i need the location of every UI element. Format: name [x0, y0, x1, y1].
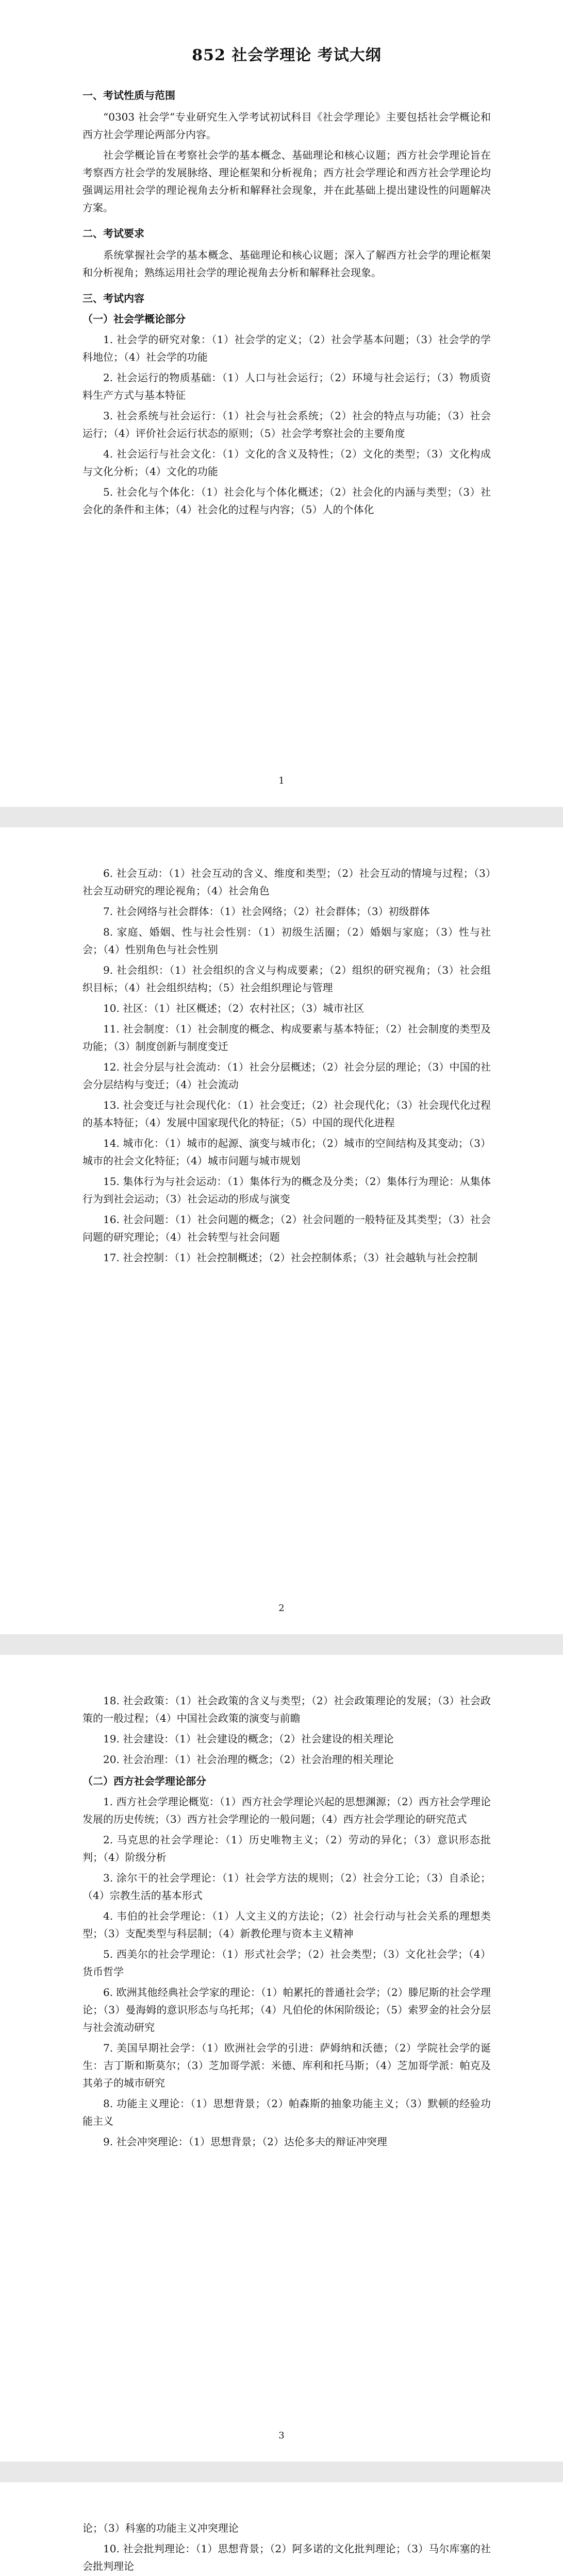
- paragraph: 18. 社会政策：（1）社会政策的含义与类型；（2）社会政策理论的发展；（3）社会政策的一般过程；（4）中国社会政策的演变与前瞻: [82, 1694, 491, 1724]
- page-1-content: [82, 88, 491, 518]
- paragraph: 11. 社会制度：（1）社会制度的概念、构成要素与基本特征；（2）社会制度的类型及功能；（3）制度创新与制度变迁: [82, 1023, 491, 1053]
- page-3: [0, 1655, 563, 2462]
- paragraph: 系统掌握社会学的基本概念、基础理论和核心议题；深入了解西方社会学的理论框架和分析视角；熟练运用社会学的理论视角去分析和解释社会现象。: [82, 249, 491, 279]
- paragraph: 9. 社会组织：（1）社会组织的含义与构成要素；（2）组织的研究视角；（3）社会组织目标；（4）社会组织结构；（5）社会组织理论与管理: [82, 964, 491, 994]
- paragraph: 7. 社会网络与社会群体：（1）社会网络；（2）社会群体；（3）初级群体: [103, 905, 430, 918]
- paragraph: 6. 欧洲其他经典社会学家的理论：（1）帕累托的普通社会学；（2）滕尼斯的社会学理论；（3）曼海姆的意识形态与乌托邦；（4）凡伯伦的休闲阶级论；（5）索罗金的社会分层与社会流动研究: [82, 1986, 491, 2033]
- paragraph: 8. 家庭、婚姻、性与社会性别：（1）初级生活圈；（2）婚姻与家庭；（3）性与社会；（4）性别角色与社会性别: [82, 926, 491, 956]
- page-4: [0, 2482, 563, 2576]
- paragraph: 9. 社会冲突理论：（1）思想背景；（2）达伦多夫的辩证冲突理: [103, 2136, 387, 2148]
- paragraph: 2. 社会运行的物质基础：（1）人口与社会运行；（2）环境与社会运行；（3）物质资料生产方式与基本特征: [82, 371, 491, 401]
- paragraph: 14. 城市化：（1）城市的起源、演变与城市化；（2）城市的空间结构及其变动；（3）城市的社会文化特征；（4）城市问题与城市规划: [82, 1137, 491, 1167]
- paragraph: 5. 社会化与个体化：（1）社会化与个体化概述；（2）社会化的内涵与类型；（3）社会化的条件和主体；（4）社会化的过程与内容；（5）人的个体化: [82, 486, 491, 516]
- paragraph: 4. 社会运行与社会文化：（1）文化的含义及特性；（2）文化的类型；（3）文化构成与文化分析；（4）文化的功能: [82, 448, 491, 478]
- section-heading: 一、考试性质与范围: [82, 89, 175, 101]
- paragraph: 20. 社会治理：（1）社会治理的概念；（2）社会治理的相关理论: [103, 1753, 394, 1766]
- paragraph: 4. 韦伯的社会学理论：（1）人文主义的方法论；（2）社会行动与社会关系的理想类型；（3）支配类型与科层制；（4）新教伦理与资本主义精神: [82, 1910, 491, 1940]
- paragraph: 社会学概论旨在考察社会学的基本概念、基础理论和核心议题；西方社会学理论旨在考察西方社会学的发展脉络、理论框架和分析视角；西方社会学理论和西方社会学理论均强调运用社会学的理论视角去分析和解释社会现象，并在此基础上提出建设性的问题解决方案。: [82, 149, 491, 214]
- paragraph: 6. 社会互动：（1）社会互动的含义、维度和类型；（2）社会互动的情境与过程；（3）社会互动研究的理论视角；（4）社会角色: [82, 867, 491, 897]
- page-number: 1: [278, 775, 285, 786]
- subsection-heading: （一）社会学概论部分: [82, 313, 186, 325]
- page-2-content: [82, 865, 491, 1266]
- paragraph: 8. 功能主义理论：（1）思想背景；（2）帕森斯的抽象功能主义；（3）默顿的经验功能主义: [82, 2097, 491, 2127]
- subsection-heading: （二）西方社会学理论部分: [82, 1775, 206, 1787]
- paragraph: 15. 集体行为与社会运动：（1）集体行为的概念及分类；（2）集体行为理论：从集体行为到社会运动；（3）社会运动的形成与演变: [82, 1175, 491, 1205]
- paragraph: “0303 社会学”专业研究生入学考试初试科目《社会学理论》主要包括社会学概论和西方社会学理论两部分内容。: [82, 111, 491, 141]
- section-heading: 二、考试要求: [82, 227, 144, 240]
- paragraph: 13. 社会变迁与社会现代化：（1）社会变迁；（2）社会现代化；（3）社会现代化过程的基本特征；（4）发展中国家现代化的特征；（5）中国的现代化进程: [82, 1099, 491, 1129]
- page-1: [0, 0, 563, 807]
- page-3-content: [82, 1692, 491, 2150]
- page-number: 2: [278, 1603, 285, 1614]
- section-heading: 三、考试内容: [82, 292, 144, 304]
- paragraph: 12. 社会分层与社会流动：（1）社会分层概述；（2）社会分层的理论；（3）中国的社会分层结构与变迁；（4）社会流动: [82, 1061, 491, 1091]
- paragraph: 3. 社会系统与社会运行：（1）社会与社会系统；（2）社会的特点与功能；（3）社会运行；（4）评价社会运行状态的原则；（5）社会学考察社会的主要角度: [82, 410, 491, 439]
- paragraph: 2. 马克思的社会学理论：（1）历史唯物主义；（2）劳动的异化；（3）意识形态批判；（4）阶级分析: [82, 1834, 491, 1863]
- paragraph: 3. 涂尔干的社会学理论：（1）社会学方法的规则；（2）社会分工论；（3）自杀论；（4）宗教生活的基本形式: [82, 1872, 491, 1902]
- paragraph: 19. 社会建设：（1）社会建设的概念；（2）社会建设的相关理论: [103, 1733, 394, 1745]
- paragraph: 1. 西方社会学理论概览：（1）西方社会学理论兴起的思想渊源；（2）西方社会学理论发展的历史传统；（3）西方社会学理论的一般问题；（4）西方社会学理论的研究范式: [82, 1795, 491, 1825]
- document-title: 852 社会学理论 考试大纲: [192, 46, 382, 64]
- paragraph: 1. 社会学的研究对象：（1）社会学的定义；（2）社会学基本问题；（3）社会学的学科地位；（4）社会学的功能: [82, 333, 491, 363]
- paragraph: 17. 社会控制：（1）社会控制概述；（2）社会控制体系；（3）社会越轨与社会控制: [103, 1251, 478, 1264]
- paragraph-continued: 论；（3）科塞的功能主义冲突理论: [82, 2522, 239, 2534]
- paragraph: 5. 西美尔的社会学理论：（1）形式社会学；（2）社会类型；（3）文化社会学；（4）货币哲学: [82, 1948, 491, 1978]
- paragraph: 10. 社会批判理论：（1）思想背景；（2）阿多诺的文化批判理论；（3）马尔库塞的社会批判理论: [82, 2543, 491, 2572]
- page-number: 3: [278, 2430, 285, 2441]
- paragraph: 7. 美国早期社会学：（1）欧洲社会学的引进：萨姆纳和沃德；（2）学院社会学的诞生：吉丁斯和斯莫尔；（3）芝加哥学派：米德、库利和托马斯；（4）芝加哥学派：帕克及其弟子的城市研究: [82, 2042, 491, 2089]
- paragraph: 16. 社会问题：（1）社会问题的概念；（2）社会问题的一般特征及其类型；（3）社会问题的研究理论；（4）社会转型与社会问题: [82, 1213, 491, 1243]
- paragraph: 10. 社区：（1）社区概述；（2）农村社区；（3）城市社区: [103, 1002, 365, 1014]
- page-4-content: [82, 2519, 491, 2576]
- page-2: [0, 827, 563, 1634]
